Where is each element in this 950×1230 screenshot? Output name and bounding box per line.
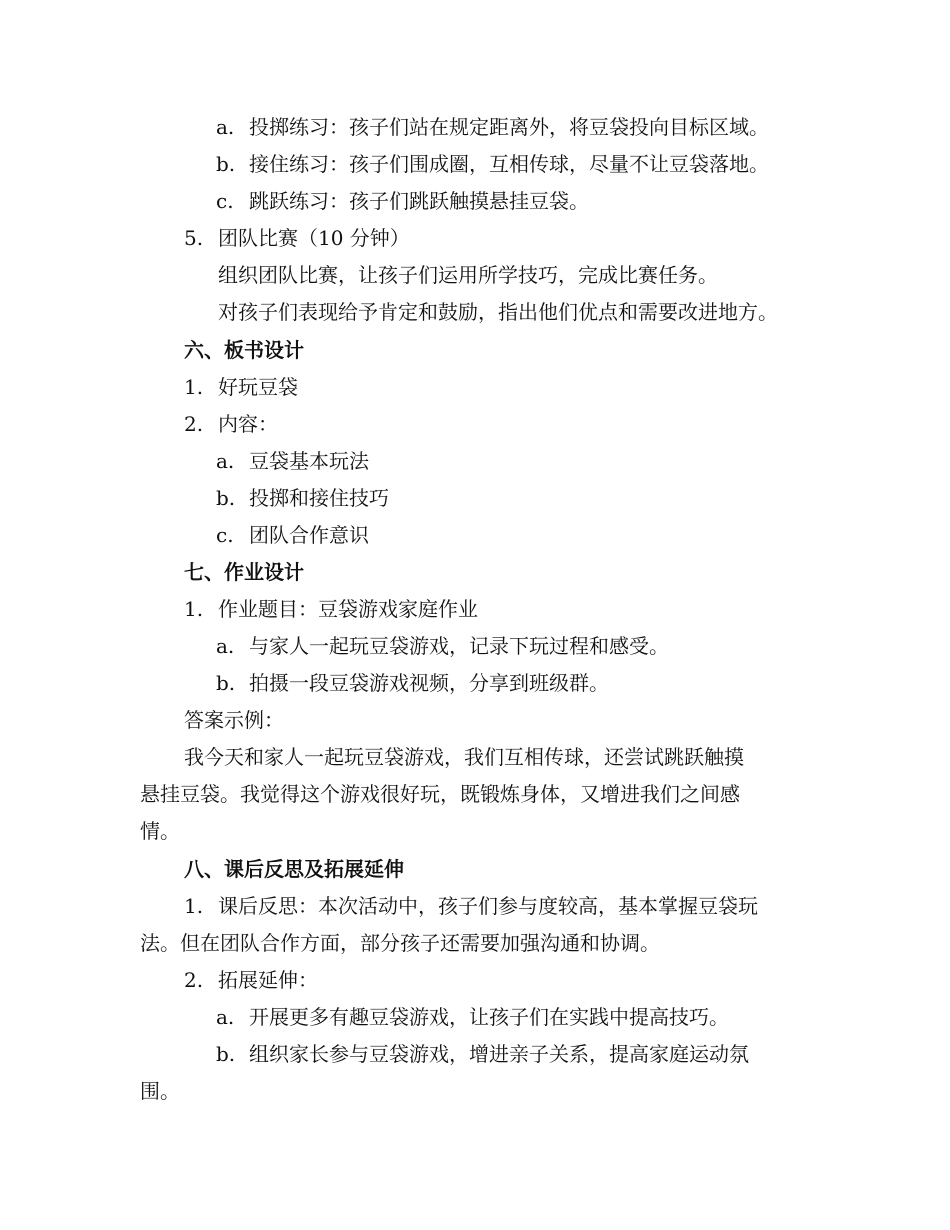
section-heading: 六、板书设计 xyxy=(184,338,304,362)
list-item-text: 开展更多有趣豆袋游戏，让孩子们在实践中提高技巧。 xyxy=(249,1005,729,1029)
list-item-text: 课后反思：本次活动中，孩子们参与度较高，基本掌握豆袋玩 xyxy=(218,894,758,918)
list-item-text: 投掷练习：孩子们站在规定距离外，将豆袋投向目标区域。 xyxy=(249,115,769,139)
list-item xyxy=(0,892,950,920)
list-item xyxy=(0,187,950,215)
list-item xyxy=(0,113,950,141)
list-item-text: 好玩豆袋 xyxy=(218,375,298,399)
list-marker: 1. xyxy=(184,375,204,399)
list-item xyxy=(0,966,950,994)
list-item-text: 拓展延伸： xyxy=(218,968,318,992)
list-item xyxy=(0,595,950,623)
paragraph: 组织团队比赛，让孩子们运用所学技巧，完成比赛任务。 xyxy=(218,263,718,287)
list-item-text: 作业题目：豆袋游戏家庭作业 xyxy=(218,597,478,621)
list-marker: 1. xyxy=(184,597,204,621)
list-item xyxy=(0,224,950,252)
paragraph-line: 法。但在团队合作方面，部分孩子还需要加强沟通和协调。 xyxy=(140,931,660,955)
list-item-text: 跳跃练习：孩子们跳跃触摸悬挂豆袋。 xyxy=(249,189,589,213)
list-marker: b. xyxy=(216,152,236,176)
list-item xyxy=(0,1003,950,1031)
list-marker: c. xyxy=(216,523,234,547)
section-heading: 七、作业设计 xyxy=(184,560,304,584)
list-item xyxy=(0,669,950,697)
list-marker: a. xyxy=(216,634,235,658)
list-marker: 5. xyxy=(184,226,204,250)
list-item xyxy=(0,632,950,660)
list-item xyxy=(0,373,950,401)
paragraph-line: 围。 xyxy=(140,1079,180,1103)
paragraph-line: 我今天和家人一起玩豆袋游戏，我们互相传球，还尝试跳跃触摸 xyxy=(184,745,744,769)
list-marker: b. xyxy=(216,671,236,695)
list-marker: a. xyxy=(216,115,235,139)
list-item-text: 投掷和接住技巧 xyxy=(249,486,389,510)
paragraph-line: 情。 xyxy=(140,819,180,843)
list-marker: 1. xyxy=(184,894,204,918)
list-item xyxy=(0,521,950,549)
list-marker: 2. xyxy=(184,412,204,436)
paragraph: 对孩子们表现给予肯定和鼓励，指出他们优点和需要改进地方。 xyxy=(218,300,778,324)
list-item-text: 团队比赛（10 分钟） xyxy=(218,226,410,250)
section-heading: 八、课后反思及拓展延伸 xyxy=(184,857,404,881)
list-marker: b. xyxy=(216,486,236,510)
list-item xyxy=(0,1040,950,1068)
list-marker: a. xyxy=(216,449,235,473)
list-marker: 2. xyxy=(184,968,204,992)
list-item xyxy=(0,484,950,512)
list-item-text: 内容： xyxy=(218,412,278,436)
answer-label: 答案示例： xyxy=(184,708,284,732)
list-item-text: 团队合作意识 xyxy=(249,523,369,547)
paragraph-line: 悬挂豆袋。我觉得这个游戏很好玩，既锻炼身体，又增进我们之间感 xyxy=(140,782,740,806)
list-item-text: 组织家长参与豆袋游戏，增进亲子关系，提高家庭运动氛 xyxy=(249,1042,749,1066)
list-item-text: 接住练习：孩子们围成圈，互相传球，尽量不让豆袋落地。 xyxy=(249,152,769,176)
list-item-text: 豆袋基本玩法 xyxy=(249,449,369,473)
list-item xyxy=(0,150,950,178)
list-item xyxy=(0,410,950,438)
list-item xyxy=(0,447,950,475)
list-item-text: 与家人一起玩豆袋游戏，记录下玩过程和感受。 xyxy=(249,634,669,658)
list-marker: c. xyxy=(216,189,234,213)
list-marker: b. xyxy=(216,1042,236,1066)
list-marker: a. xyxy=(216,1005,235,1029)
list-item-text: 拍摄一段豆袋游戏视频，分享到班级群。 xyxy=(249,671,609,695)
